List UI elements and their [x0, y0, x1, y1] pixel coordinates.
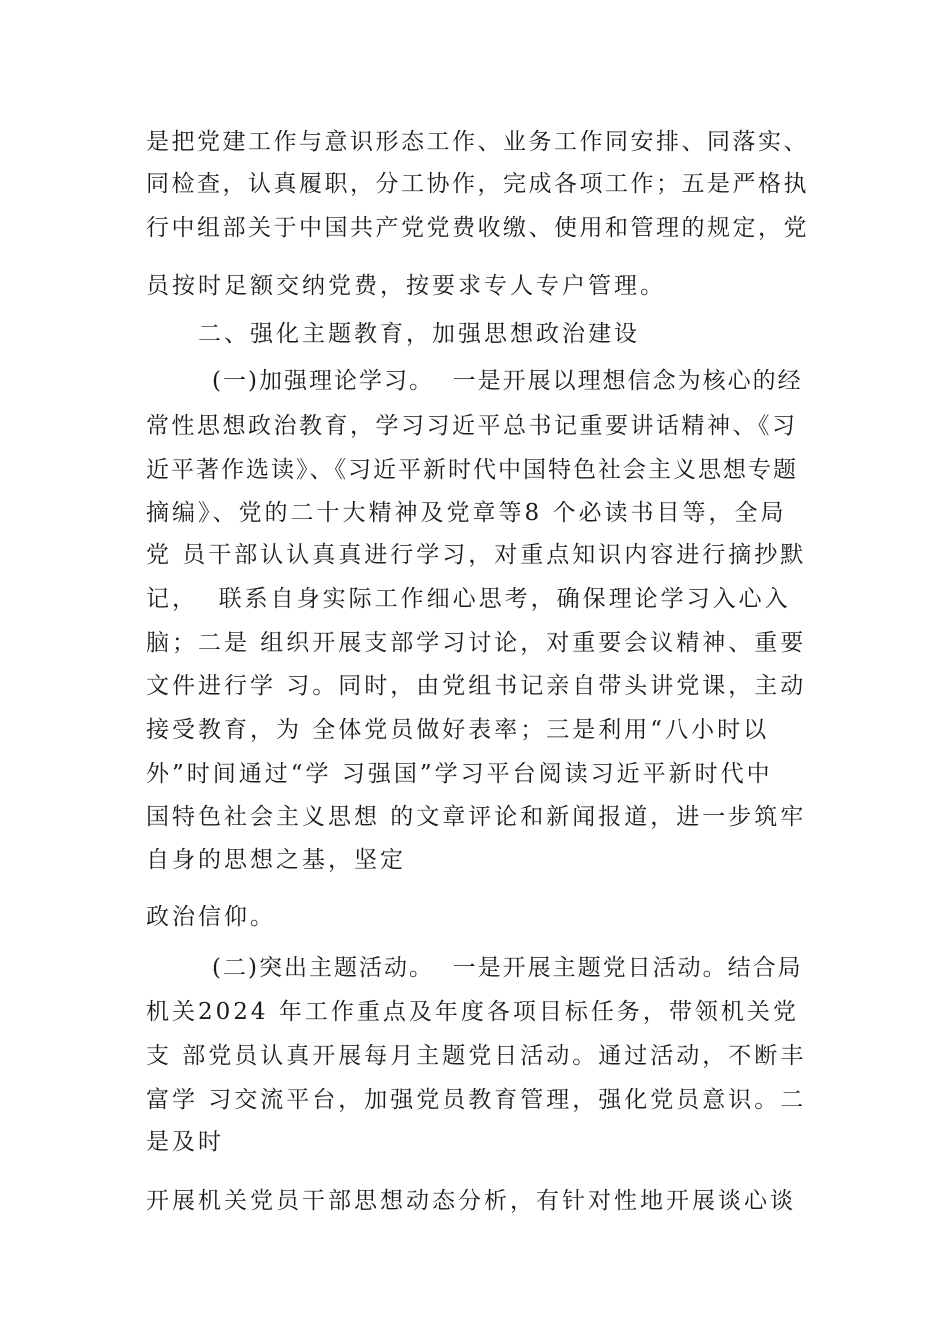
text-line: 外”时间通过“学 习强国”学习平台阅读习近平新时代中 [146, 761, 773, 787]
text-line: 脑；二是 组织开展支部学习讨论，对重要会议精神、重要 [146, 630, 807, 656]
text-line: 同检查，认真履职，分工协作，完成各项工作；五是严格执 [146, 171, 809, 197]
subsection-heading: (一)加强理论学习。 一是开展以理想信念为核心的经 [212, 368, 803, 394]
text-line: 富学 习交流平台，加强党员教育管理，强化党员意识。二 [146, 1087, 807, 1113]
text-line: 近平著作选读》、《习近平新时代中国特色社会主义思想专题 [146, 457, 798, 483]
text-line: 开展机关党员干部思想动态分析，有针对性地开展谈心谈 [146, 1188, 796, 1214]
text-line: 自身的思想之基，坚定 [146, 847, 406, 873]
text-line: 行中组部关于中国共产党党费收缴、使用和管理的规定，党 [146, 215, 809, 241]
text-line: 常性思想政治教育，学习习近平总书记重要讲话精神、《习 [146, 413, 798, 439]
subsection-heading: (二)突出主题活动。 一是开展主题党日活动。结合局 [212, 955, 803, 981]
text-line: 摘编》、党的二十大精神及党章等8 个必读书目等，全局 [146, 500, 787, 526]
text-line: 支 部党员认真开展每月主题党日活动。通过活动，不断丰 [146, 1043, 807, 1069]
section-heading: 二、强化主题教育，加强思想政治建设 [198, 321, 640, 347]
text-line: 员按时足额交纳党费，按要求专人专户管理。 [146, 273, 666, 299]
text-line: 机关2024 年工作重点及年度各项目标任务，带领机关党 [146, 999, 799, 1025]
text-line: 文件进行学 习。同时，由党组书记亲自带头讲党课，主动 [146, 673, 807, 699]
text-line: 国特色社会主义思想 的文章评论和新闻报道，进一步筑牢 [146, 804, 807, 830]
text-line: 是及时 [146, 1129, 224, 1155]
text-line: 接受教育，为 全体党员做好表率；三是利用“八小时以 [146, 717, 770, 743]
text-line: 党 员干部认认真真进行学习，对重点知识内容进行摘抄默 [146, 542, 807, 568]
text-line: 记， 联系自身实际工作细心思考，确保理论学习入心入 [146, 586, 791, 612]
text-line: 是把党建工作与意识形态工作、业务工作同安排、同落实、 [146, 129, 809, 155]
text-line: 政治信仰。 [146, 904, 276, 930]
